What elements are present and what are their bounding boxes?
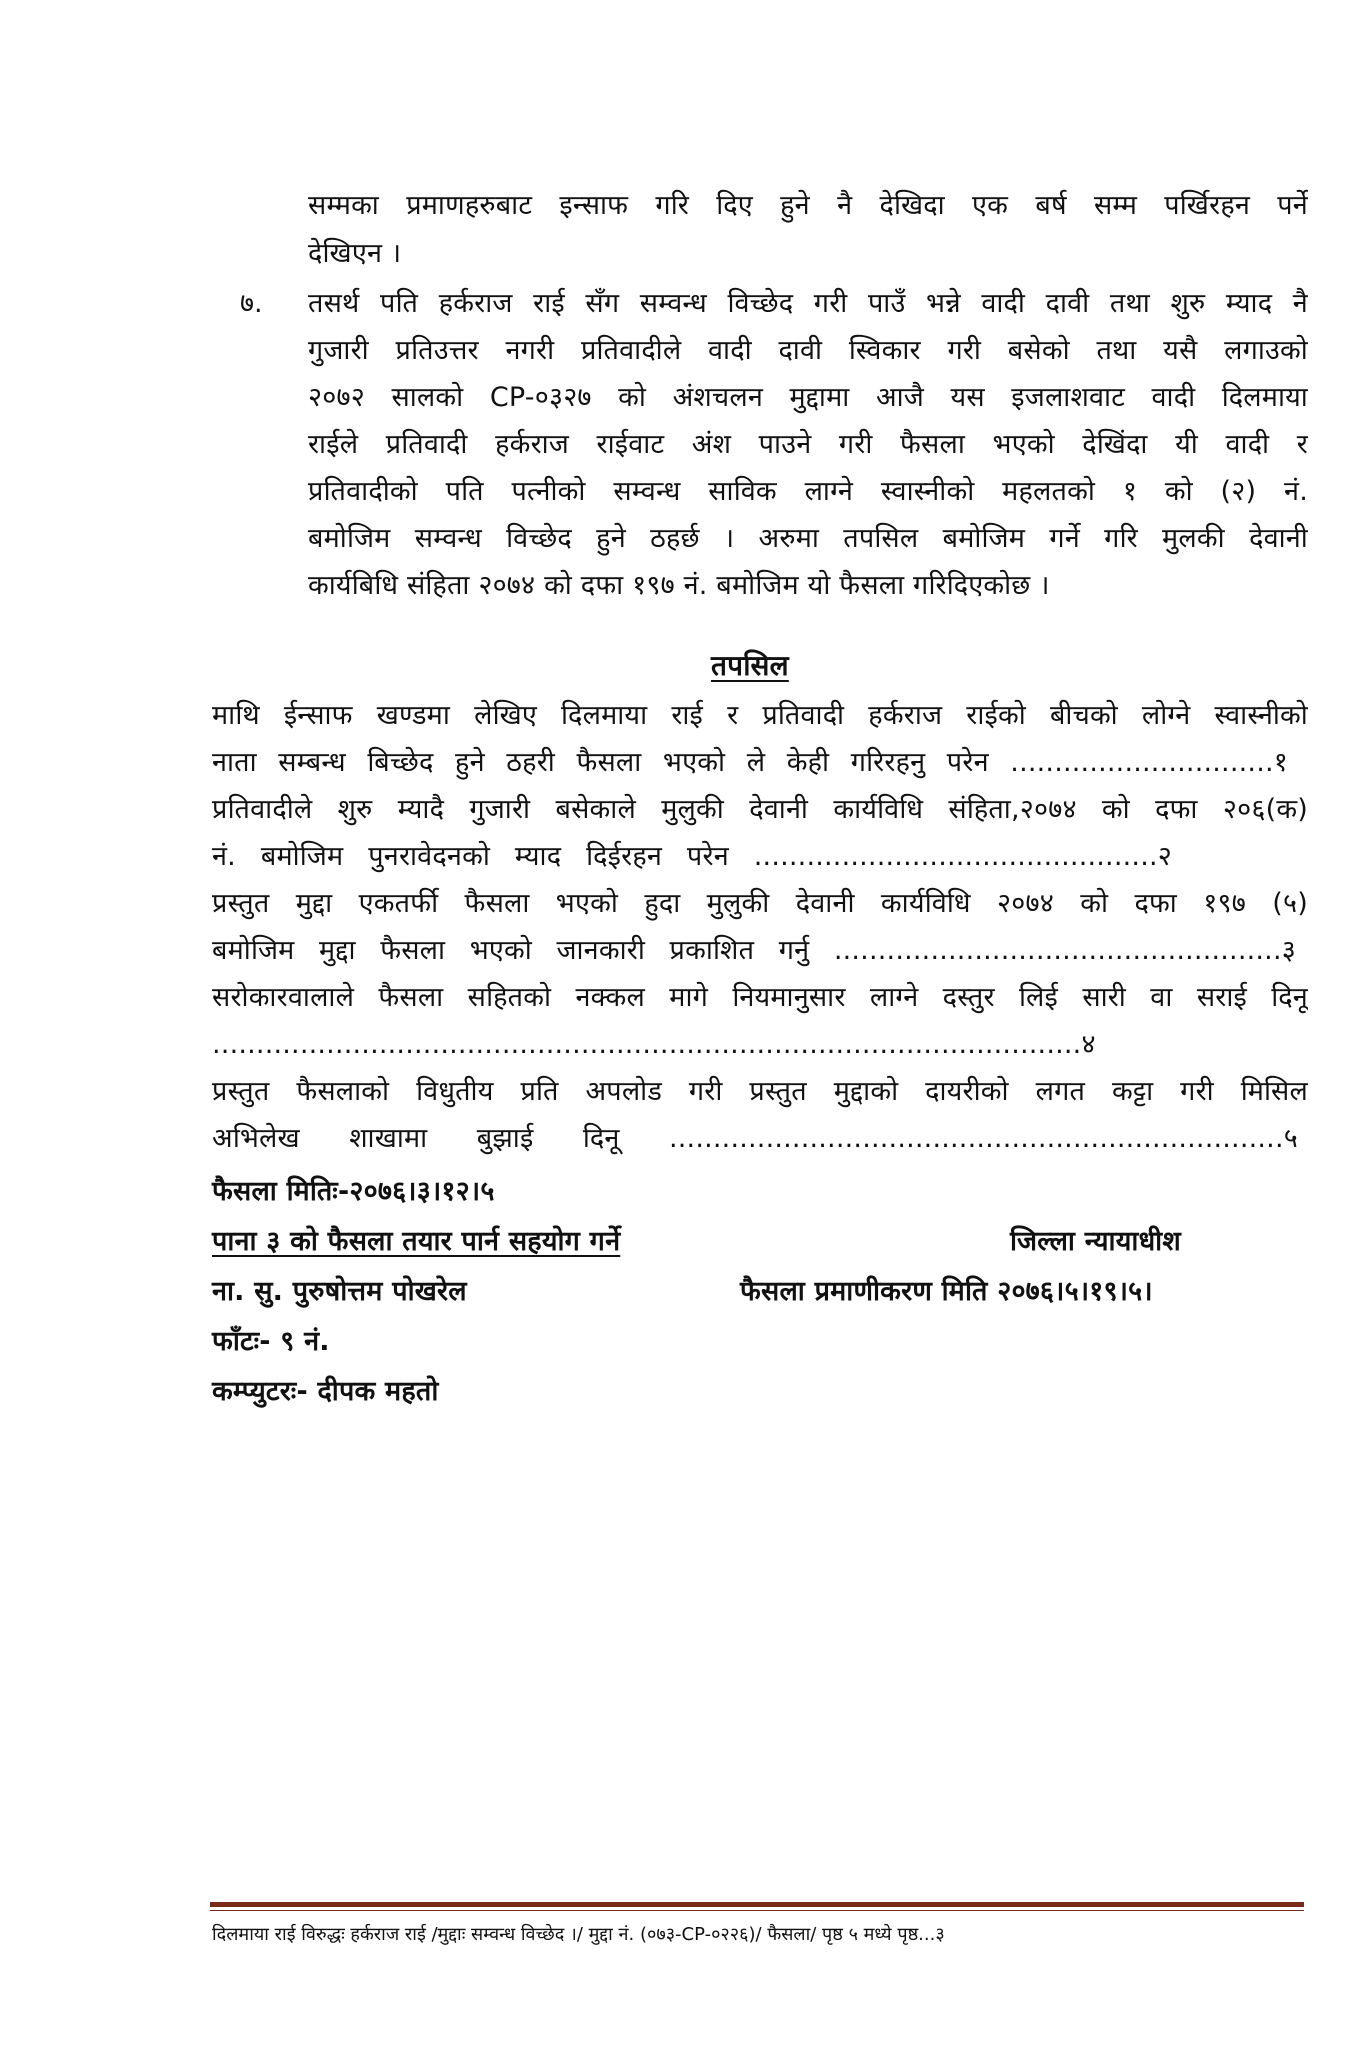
assistant-name: ना. सु. पुरुषोत्तम पोखरेल <box>212 1276 467 1307</box>
paragraph-7-line: गुजारी प्रतिउत्तर नगरी प्रतिवादीले वादी दावी स्विकार गरी बसेको तथा यसै लगाउको <box>308 335 1308 366</box>
tapasil-line: सरोकारवालाले फैसला सहितको नक्कल मागे नियमानुसार लाग्ने दस्तुर लिई सारी वा सराई दिनू <box>212 982 1308 1013</box>
paragraph-7-line: कार्यबिधि संहिता २०७४ को दफा १९७ नं. बमोजिम यो फैसला गरिदिएकोछ । <box>308 570 1050 601</box>
font-line: फाँटः- ९ नं. <box>212 1326 330 1357</box>
tapasil-line: नाता सम्बन्ध बिच्छेद हुने ठहरी फैसला भएको ले केही गरिरहनु परेन ..............................१ <box>212 747 1288 778</box>
authentication-date: फैसला प्रमाणीकरण मिति २०७६।५।१९।५। <box>740 1276 1153 1307</box>
tapasil-line: ...................................................................................................४ <box>212 1029 1096 1060</box>
prepared-by-label: पाना ३ को फैसला तयार पार्न सहयोग गर्ने <box>212 1226 621 1257</box>
paragraph-7-line: प्रतिवादीको पति पत्नीको सम्वन्ध साविक लाग्ने स्वास्नीको महलतको १ को (२) नं. <box>308 476 1308 507</box>
tapasil-line: प्रस्तुत फैसलाको विधुतीय प्रति अपलोड गरी प्रस्तुत मुद्दाको दायरीको लगत कट्टा गरी मिसिल <box>212 1076 1308 1107</box>
tapasil-line: बमोजिम मुद्दा फैसला भएको जानकारी प्रकाशित गर्नु ...................................................३ <box>212 935 1296 966</box>
paragraph-7-line: बमोजिम सम्वन्ध विच्छेद हुने ठहर्छ । अरुमा तपसिल बमोजिम गर्ने गरि मुलकी देवानी <box>308 523 1308 554</box>
tapasil-line: अभिलेख शाखामा बुझाई दिनू ......................................................................५ <box>212 1123 1298 1154</box>
paragraph-7-line: २०७२ सालको CP-०३२७ को अंशचलन मुद्दामा आजै यस इजलाशवाट वादी दिलमाया <box>308 382 1308 413</box>
verdict-date: फैसला मितिः-२०७६।३।१२।५ <box>212 1176 495 1207</box>
tapasil-line: प्रस्तुत मुद्दा एकतर्फी फैसला भएको हुदा मुलुकी देवानी कार्यविधि २०७४ को दफा १९७ (५) <box>212 888 1308 919</box>
tapasil-line: प्रतिवादीले शुरु म्यादै गुजारी बसेकाले मुलुकी देवानी कार्यविधि संहिता,२०७४ को दफा २०६(क) <box>212 794 1308 825</box>
paragraph-7-line: तसर्थ पति हर्कराज राई सँग सम्वन्ध विच्छेद गरी पाउँ भन्ने वादी दावी तथा शुरु म्याद नै <box>308 288 1308 319</box>
page-footer: दिलमाया राई विरुद्धः हर्कराज राई /मुद्दाः सम्वन्ध विच्छेद ।/ मुद्दा नं. (०७३-CP-०२२६)/ फैसला/ पृष्ठ ५ मध्ये पृष्ठ...३ <box>212 1924 945 1945</box>
paragraph-7-line: राईले प्रतिवादी हर्कराज राईवाट अंश पाउने गरी फैसला भएको देखिंदा यी वादी र <box>308 429 1308 460</box>
paragraph-continuation-line: देखिएन । <box>308 238 402 269</box>
tapasil-line: नं. बमोजिम पुनरावेदनको म्याद दिईरहन परेन ..............................................२ <box>212 841 1172 872</box>
computer-operator-line: कम्प्युटरः- दीपक महतो <box>212 1376 439 1407</box>
paragraph-number: ७. <box>240 288 263 319</box>
judge-title: जिल्ला न्यायाधीश <box>1010 1226 1181 1257</box>
tapasil-line: माथि ईन्साफ खण्डमा लेखिए दिलमाया राई र प्रतिवादी हर्कराज राईको बीचको लोग्ने स्वास्नीको <box>212 700 1308 731</box>
tapasil-heading: तपसिल <box>711 649 789 682</box>
footer-rule <box>210 1910 1304 1911</box>
paragraph-continuation-line: सम्मका प्रमाणहरुबाट इन्साफ गरि दिए हुने नै देखिदा एक बर्ष सम्म पर्खिरहन पर्ने <box>308 190 1308 221</box>
footer-rule <box>210 1902 1304 1907</box>
